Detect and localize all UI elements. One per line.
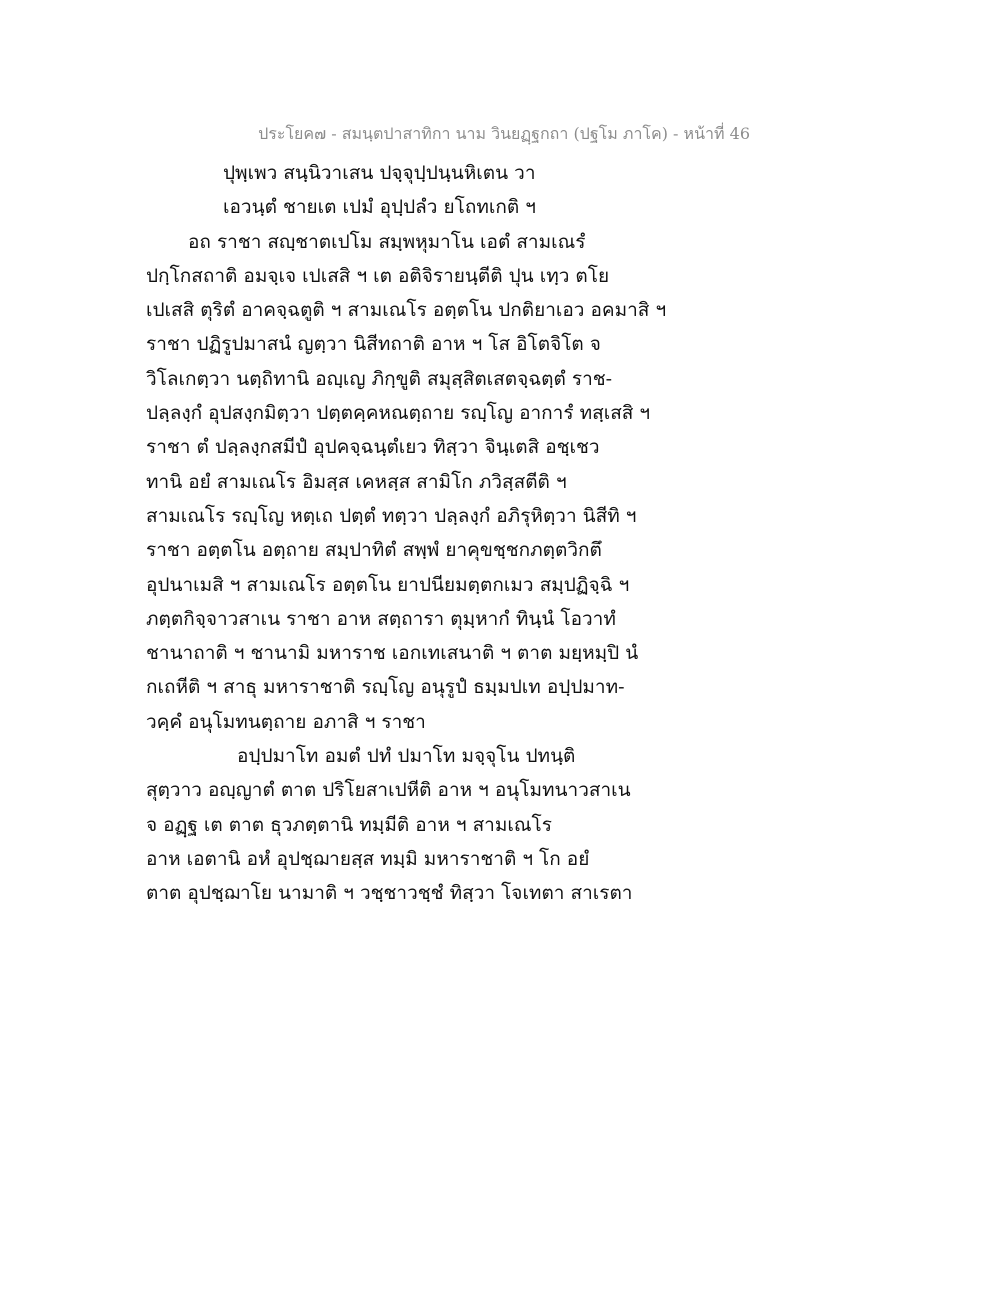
page-header: ประโยค๗ - สมนฺตปาสาทิกา นาม วินยฏฺฐกถา (ปฐโม ภาโค) - หน้าที่ 46 bbox=[258, 124, 750, 143]
text-line: กเถหีติ ฯ สาธุ มหาราชาติ รญฺโญ อนุรูปํ ธมฺมปเท อปฺปมาท- bbox=[146, 676, 625, 699]
text-line: เปเสสิ ตุริตํ อาคจฺฉตูติ ฯ สามเณโร อตฺตโน ปกติยาเอว อคมาสิ ฯ bbox=[146, 299, 667, 322]
text-line: ราชา อตฺตโน อตฺถาย สมฺปาทิตํ สพฺพํ ยาคุขชฺชกภตฺตวิกตึ bbox=[146, 539, 602, 562]
text-line: อาห เอตานิ อหํ อุปชฺฌายสฺส ทมฺมิ มหาราชาติ ฯ โก อยํ bbox=[146, 847, 590, 870]
text-line: อุปนาเมสิ ฯ สามเณโร อตฺตโน ยาปนียมตฺตกเมว สมฺปฏิจฺฉิ ฯ bbox=[146, 573, 630, 596]
text-line: ตาต อุปชฺฌาโย นามาติ ฯ วชฺชาวชฺชํ ทิสฺวา โจเทตา สาเรตา bbox=[146, 882, 633, 905]
text-line: อถ ราชา สญฺชาตเปโม สมฺพหุมาโน เอตํ สามเณรํ bbox=[188, 230, 586, 253]
text-line: ปกฺโกสถาติ อมจฺเจ เปเสสิ ฯ เต อติจิรายนฺตีติ ปุน เทฺว ตโย bbox=[146, 264, 610, 287]
text-line: เอวนฺตํ ชายเต เปมํ อุปฺปลํว ยโถทเกติ ฯ bbox=[223, 196, 536, 219]
text-line: ราชา ตํ ปลฺลงฺกสมีปํ อุปคจฺฉนฺตํเยว ทิสฺวา จินฺเตสิ อชฺเชว bbox=[146, 436, 600, 459]
text-line: ทานิ อยํ สามเณโร อิมสฺส เคหสฺส สามิโก ภวิสฺสตีติ ฯ bbox=[146, 470, 567, 493]
text-line: ปลฺลงฺกํ อุปสงฺกมิตฺวา ปตฺตคฺคหณตฺถาย รญฺโญ อาการํ ทสฺเสสิ ฯ bbox=[146, 402, 651, 425]
document-body bbox=[146, 156, 706, 911]
text-line: สามเณโร รญฺโญ หตฺเถ ปตฺตํ ทตฺวา ปลฺลงฺกํ อภิรุหิตฺวา นิสีทิ ฯ bbox=[146, 504, 637, 527]
text-line: วิโลเกตฺวา นตฺถิทานิ อญฺเญ ภิกฺขูติ สมุสฺสิตเสตจฺฉตฺตํ ราช- bbox=[146, 367, 613, 390]
text-line: ปุพฺเพว สนฺนิวาเสน ปจฺจุปฺปนฺนหิเตน วา bbox=[223, 162, 536, 184]
text-line: อปฺปมาโท อมตํ ปทํ ปมาโท มจฺจุโน ปทนฺติ bbox=[237, 745, 576, 768]
text-line: วคฺคํ อนุโมทนตฺถาย อภาสิ ฯ ราชา bbox=[146, 710, 426, 733]
text-line: ชานาถาติ ฯ ชานามิ มหาราช เอกเทเสนาติ ฯ ตาต มยฺหมฺปิ นํ bbox=[146, 642, 639, 665]
text-line: จ อฏฺฐ เต ตาต ธุวภตฺตานิ ทมฺมีติ อาห ฯ สามเณโร bbox=[146, 813, 552, 836]
text-line: ภตฺตกิจฺจาวสาเน ราชา อาห สตฺถารา ตุมฺหากํ ทินฺนํ โอวาทํ bbox=[146, 607, 616, 630]
text-line: ราชา ปฏิรูปมาสนํ ญตฺวา นิสีทถาติ อาห ฯ โส อิโตจิโต จ bbox=[146, 333, 601, 356]
text-line: สุตฺวาว อญฺญาตํ ตาต ปริโยสาเปหีติ อาห ฯ อนุโมทนาวสาเน bbox=[146, 779, 631, 802]
